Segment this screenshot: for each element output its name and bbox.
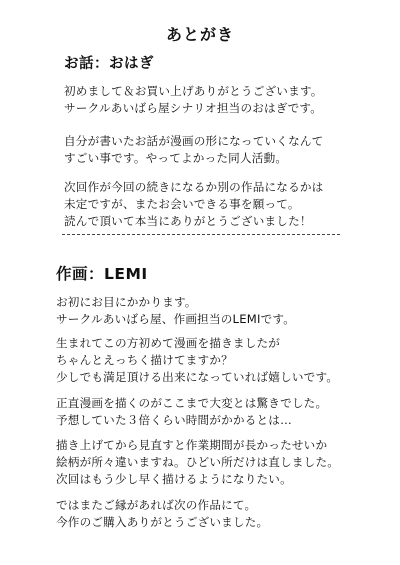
text-line: 未定ですが、またお会いできる事を願って。 (64, 197, 300, 211)
text-line: 予想していた３倍くらい時間がかかるとは… (56, 413, 292, 427)
art-paragraph-3 (56, 395, 327, 429)
text-line: 少しでも満足頂ける出来になっていれば嬉しいです。 (56, 370, 339, 384)
text-line: ちゃんとえっちく描けてますか？ (56, 353, 233, 367)
art-paragraph-2 (56, 335, 338, 386)
page-title: あとがき (165, 25, 234, 44)
text-line: サークルあいばら屋シナリオ担当のおはぎです。 (64, 101, 323, 115)
text-line: 絵柄が所々違いますね。ひどい所だけは直しました。 (56, 455, 340, 469)
text-line: 読んで頂いて本当にありがとうございました！ (64, 214, 312, 228)
art-paragraph-4 (56, 437, 339, 488)
art-paragraph-1 (56, 294, 295, 328)
text-line: 生まれてこの方初めて漫画を描きましたが (56, 336, 281, 350)
story-paragraph-3 (64, 179, 323, 230)
text-line: 正直漫画を描くのがここまで大変とは驚きでした。 (56, 396, 328, 410)
text-line: 今作のご購入ありがとうございました。 (56, 515, 269, 529)
story-paragraph-2 (64, 133, 323, 167)
text-line: 自分が書いたお話が漫画の形になっていくなんて (64, 134, 324, 148)
text-line: 描き上げてから見直すと作業期間が長かったせいか (56, 438, 328, 452)
text-line: ではまたご縁があれば次の作品にて。 (56, 498, 257, 512)
section-divider (62, 234, 340, 235)
text-line: サークルあいばら屋、作画担当のLEMIです。 (56, 312, 296, 326)
section-heading-art: 作画：LEMI (56, 265, 148, 283)
section-heading-story: お話：おはぎ (64, 56, 154, 72)
text-line: すごい事です。やってよかった同人活動。 (64, 151, 288, 165)
text-line: 次回作が今回の続きになるか別の作品になるかは (64, 180, 324, 194)
text-line: 次回はもう少し早く描けるようになりたい。 (56, 472, 292, 486)
text-line: 初めまして＆お買い上げありがとうございます。 (64, 84, 323, 98)
art-paragraph-5 (56, 497, 268, 531)
story-paragraph-1 (64, 83, 323, 117)
text-line: お初にお目にかかります。 (56, 295, 197, 309)
